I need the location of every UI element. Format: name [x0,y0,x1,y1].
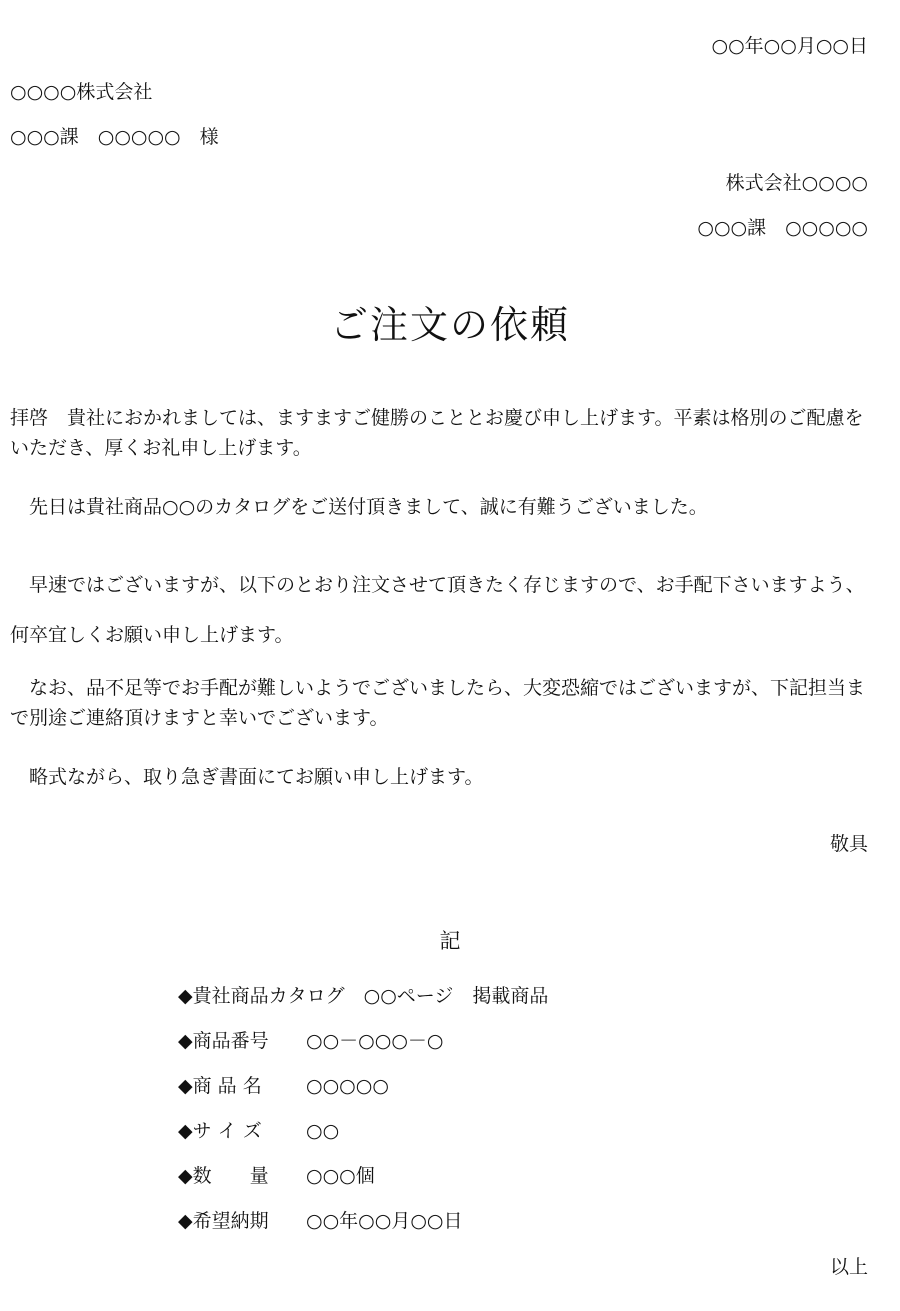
order-item-label: ◆数 量 [178,1165,269,1187]
order-item-label: ◆貴社商品カタログ [178,985,345,1007]
order-item-value: ○○－○○○－○ [306,1030,444,1052]
order-item-label: ◆商 品 名 [178,1075,262,1097]
order-item-label: ◆商品番号 [178,1030,269,1052]
order-item [178,1026,548,1071]
thanks-paragraph: 先日は貴社商品○○のカタログをご送付頂きまして、誠に有難うございました。 [10,496,708,518]
order-request-paragraph: 早速ではございますが、以下のとおり注文させて頂きたく存じますので、お手配下さいますよう、何卒宜しくお願い申し上げます。 [10,574,865,646]
shortage-paragraph: なお、品不足等でお手配が難しいようでございましたら、大変恐縮ではございますが、下記担当まで別途ご連絡頂けますと幸いでございます。 [10,677,866,729]
order-item [178,1206,548,1251]
order-items-list [178,981,548,1251]
order-item-value: ○○○○○ [306,1075,389,1097]
order-item-label: ◆サ イ ズ [178,1120,262,1142]
closing-word: 敬具 [829,833,868,855]
order-item-value: ○○年○○月○○日 [306,1210,463,1232]
end-mark: 以上 [829,1256,868,1278]
closing-paragraph: 略式ながら、取り急ぎ書面にてお願い申し上げます。 [10,766,484,788]
recipient-company: ○○○○株式会社 [10,81,153,103]
order-item [178,981,548,1026]
order-item [178,1161,548,1206]
recipient-person: ○○○課 ○○○○○ 様 [10,126,219,148]
order-item-value: ○○○個 [306,1165,375,1187]
greeting-paragraph: 拝啓 貴社におかれましては、ますますご健勝のこととお慶び申し上げます。平素は格別のご配慮をいただき、厚くお礼申し上げます。 [10,407,864,459]
sender-person: ○○○課 ○○○○○ [697,217,868,239]
order-item [178,1116,548,1161]
order-item-label: ◆希望納期 [178,1210,269,1232]
document-title: ご注文の依頼 [329,303,570,347]
ki-heading: 記 [439,929,461,953]
order-item-value: ○○ページ 掲載商品 [344,985,549,1007]
order-item-value: ○○ [306,1120,340,1142]
sender-company: 株式会社○○○○ [725,172,868,194]
order-item [178,1071,548,1116]
letter-date: ○○年○○月○○日 [711,35,868,57]
